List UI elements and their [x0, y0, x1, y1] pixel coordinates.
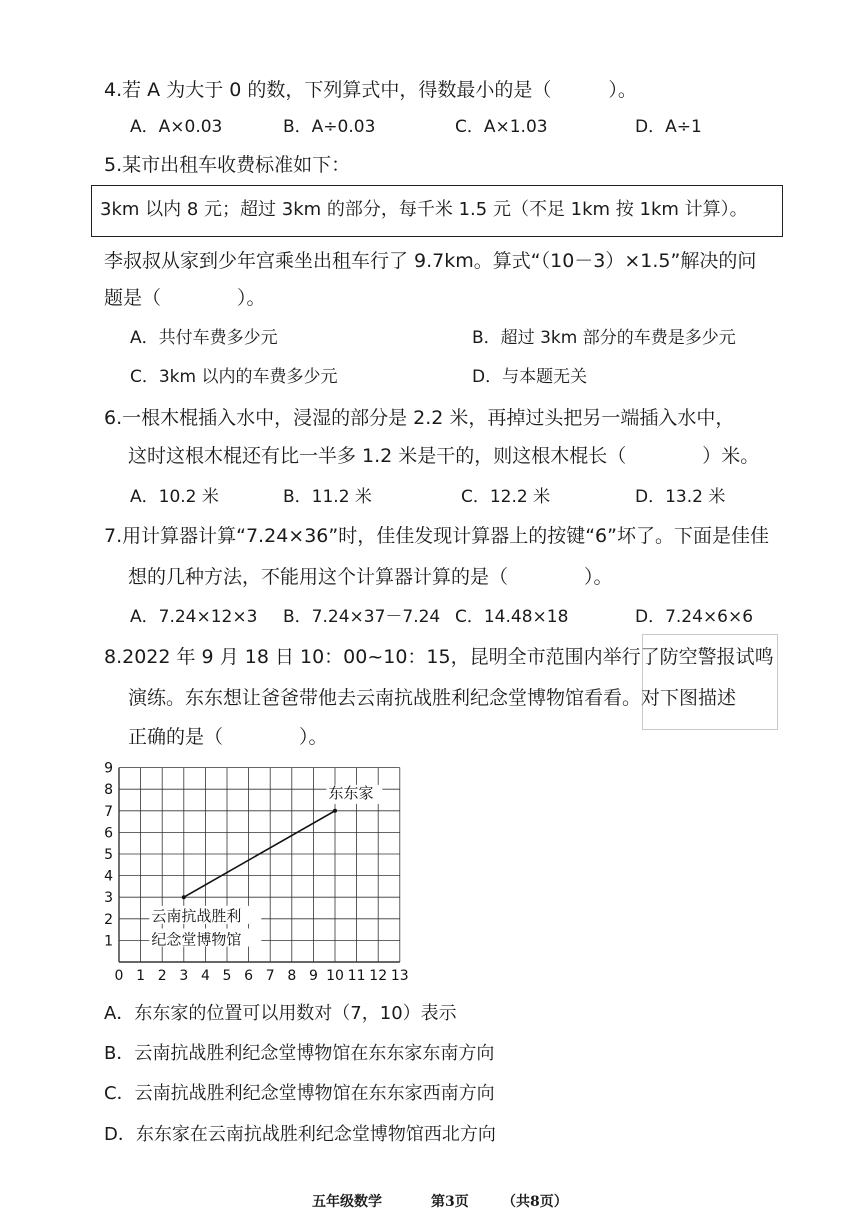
x-tick-label: 0	[114, 968, 124, 984]
q6-option-d[interactable]: D．13.2 米	[635, 487, 726, 507]
q5-option-b[interactable]: B．超过 3km 部分的车费是多少元	[472, 328, 736, 348]
x-tick-label: 10	[326, 968, 344, 984]
x-tick-label: 11	[347, 968, 366, 984]
q8-line1: 8.2022 年 9 月 18 日 10：00~10：15，昆明全市范围内举行了防空警报试鸣	[104, 646, 774, 668]
q4-option-d[interactable]: D．A÷1	[635, 117, 702, 137]
fare-rule-box	[91, 185, 783, 237]
q7-option-c[interactable]: C．14.48×18	[455, 607, 569, 627]
x-tick-label: 9	[308, 968, 318, 984]
x-tick-label: 1	[136, 968, 146, 984]
museum-label-line2: 纪念堂博物馆	[151, 930, 242, 949]
footer-grade: 五年级数学	[312, 1194, 382, 1210]
fare-rule-text: 3km 以内 8 元；超过 3km 的部分，每千米 1.5 元（不足 1km 按 1km 计算）。	[100, 199, 748, 220]
y-tick-label: 1	[104, 933, 113, 950]
footer-total: （共8页）	[502, 1194, 568, 1210]
q5-line1: 李叔叔从家到少年宫乘坐出租车行了 9.7km。算式“（10－3）×1.5”解决的问	[104, 250, 757, 272]
q7-option-a[interactable]: A．7.24×12×3	[130, 607, 258, 627]
q5-option-c[interactable]: C．3km 以内的车费多少元	[130, 367, 338, 387]
q8-option-b[interactable]: B．云南抗战胜利纪念堂博物馆在东东家东南方向	[104, 1043, 495, 1064]
q7-option-d[interactable]: D．7.24×6×6	[635, 607, 754, 627]
q7-line2: 想的几种方法，不能用这个计算器计算的是（ ）。	[128, 566, 613, 588]
y-tick-label: 3	[104, 890, 113, 907]
home-point	[333, 809, 337, 813]
q6-line1: 6.一根木棍插入水中，浸湿的部分是 2.2 米，再掉过头把另一端插入水中，	[104, 407, 735, 429]
coordinate-grid-chart	[95, 762, 425, 992]
x-tick-label: 5	[222, 968, 232, 984]
q6-line2: 这时这根木棍还有比一半多 1.2 米是干的，则这根木棍长（ ）米。	[128, 445, 760, 467]
x-tick-label: 8	[287, 968, 297, 984]
y-tick-label: 9	[104, 762, 113, 777]
footer-page: 第3页	[431, 1194, 469, 1210]
x-tick-label: 12	[369, 968, 388, 984]
q5-option-a[interactable]: A．共付车费多少元	[130, 328, 278, 348]
y-tick-label: 8	[104, 782, 113, 799]
home-label: 东东家	[328, 783, 374, 802]
q4-stem: 4.若 A 为大于 0 的数，下列算式中，得数最小的是（ ）。	[104, 79, 637, 101]
q4-option-c[interactable]: C．A×1.03	[455, 117, 548, 137]
x-tick-label: 7	[265, 968, 275, 984]
y-tick-label: 4	[104, 868, 113, 885]
x-tick-label: 3	[179, 968, 189, 984]
q4-option-b[interactable]: B．A÷0.03	[283, 117, 376, 137]
q7-line1: 7.用计算器计算“7.24×36”时，佳佳发现计算器上的按键“6”坏了。下面是佳佳	[104, 525, 769, 547]
x-tick-label: 13	[390, 968, 409, 984]
point-labels	[149, 784, 382, 949]
museum-label-line1: 云南抗战胜利	[151, 906, 242, 925]
q5-stem: 5.某市出租车收费标准如下：	[104, 154, 351, 176]
x-tick-label: 2	[157, 968, 167, 984]
x-tick-label: 4	[200, 968, 210, 984]
y-tick-label: 7	[104, 803, 113, 820]
q8-line3: 正确的是（ ）。	[128, 726, 328, 748]
q6-option-b[interactable]: B．11.2 米	[283, 487, 372, 507]
q8-line2: 演练。东东想让爸爸带他去云南抗战胜利纪念堂博物馆看看。对下图描述	[128, 687, 737, 709]
x-tick-label: 6	[244, 968, 254, 984]
y-tick-label: 6	[104, 825, 113, 842]
q8-option-a[interactable]: A．东东家的位置可以用数对（7，10）表示	[104, 1003, 457, 1024]
y-tick-label: 2	[104, 911, 113, 928]
museum-point	[182, 895, 186, 899]
y-tick-label: 5	[104, 847, 113, 863]
q7-option-b[interactable]: B．7.24×37－7.24	[283, 607, 441, 627]
q6-option-c[interactable]: C．12.2 米	[461, 487, 551, 507]
q8-option-d[interactable]: D．东东家在云南抗战胜利纪念堂博物馆西北方向	[104, 1124, 496, 1145]
q5-option-d[interactable]: D．与本题无关	[472, 367, 588, 387]
q6-option-a[interactable]: A．10.2 米	[130, 487, 219, 507]
q5-line2: 题是（ ）。	[104, 287, 266, 309]
q4-option-a[interactable]: A．A×0.03	[130, 117, 223, 137]
q8-option-c[interactable]: C．云南抗战胜利纪念堂博物馆在东东家西南方向	[104, 1083, 495, 1104]
